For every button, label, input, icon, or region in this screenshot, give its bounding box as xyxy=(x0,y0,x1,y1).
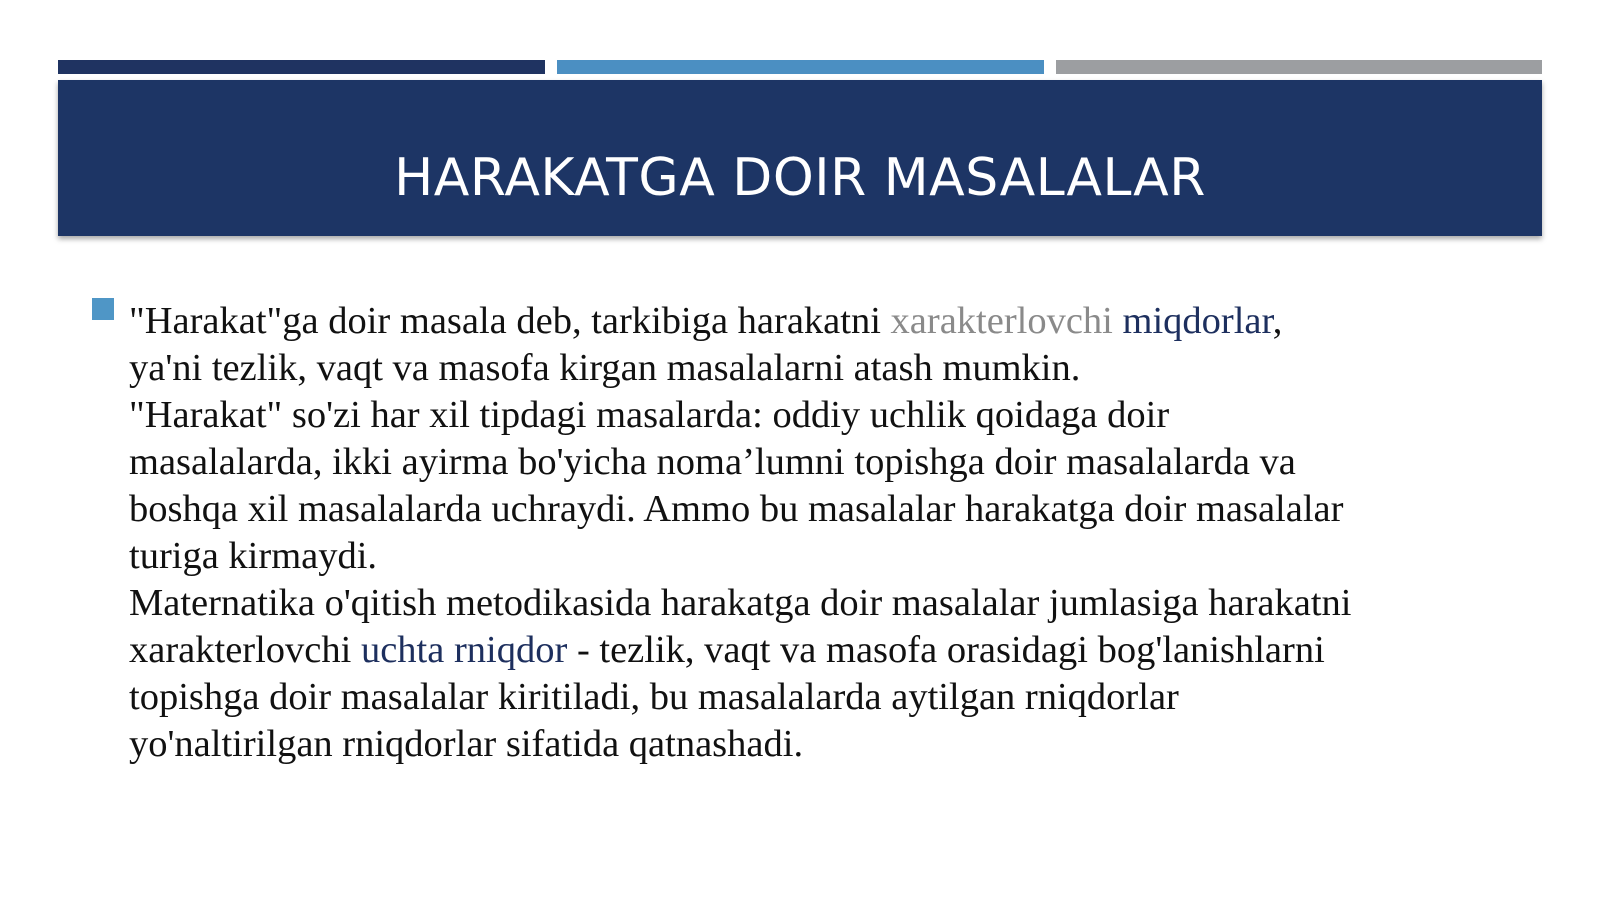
text-line-9: topishga doir masalalar kiritiladi, bu masalalarda aytilgan rniqdorlar xyxy=(129,676,1179,718)
text-line-3: "Harakat" so'zi har xil tipdagi masalarda: oddiy uchlik qoidaga doir xyxy=(129,394,1170,436)
accent-bar-light-blue xyxy=(557,60,1044,74)
slide-title: HARAKATGA DOIR MASALALAR xyxy=(394,148,1206,208)
text-line-8: xarakterlovchi uchta rniqdor - tezlik, vaqt va masofa orasidagi bog'lanishlarni xyxy=(129,629,1325,671)
text-line-1: "Harakat"ga doir masala deb, tarkibiga harakatni xarakterlovchi miqdorlar, xyxy=(129,300,1283,342)
accent-bar-gray xyxy=(1056,60,1542,74)
highlight-word-miqdorlar: miqdorlar xyxy=(1122,300,1273,342)
accent-bar-dark-blue xyxy=(58,60,545,74)
text-line-2: ya'ni tezlik, vaqt va masofa kirgan masalalarni atash mumkin. xyxy=(129,347,1081,389)
highlight-word-xarakterlovchi: xarakterlovchi xyxy=(890,300,1113,342)
text-line-6: turiga kirmaydi. xyxy=(129,535,378,577)
highlight-phrase-uchta-rniqdor: uchta rniqdor xyxy=(360,629,568,671)
text-line-7: Maternatika o'qitish metodikasida harakatga doir masalalar jumlasiga harakatni xyxy=(129,582,1352,624)
text-line-5: boshqa xil masalalarda uchraydi. Ammo bu masalalar harakatga doir masalalar xyxy=(129,488,1344,530)
text-line-4: masalalarda, ikki ayirma bo'yicha noma’lumni topishga doir masalalarda va xyxy=(129,441,1296,483)
top-accent-bars xyxy=(58,60,1542,74)
slide-body-text xyxy=(129,298,1519,768)
text-line-10: yo'naltirilgan rniqdorlar sifatida qatnashadi. xyxy=(129,723,804,765)
square-bullet-icon xyxy=(92,298,114,320)
title-banner xyxy=(58,80,1542,236)
